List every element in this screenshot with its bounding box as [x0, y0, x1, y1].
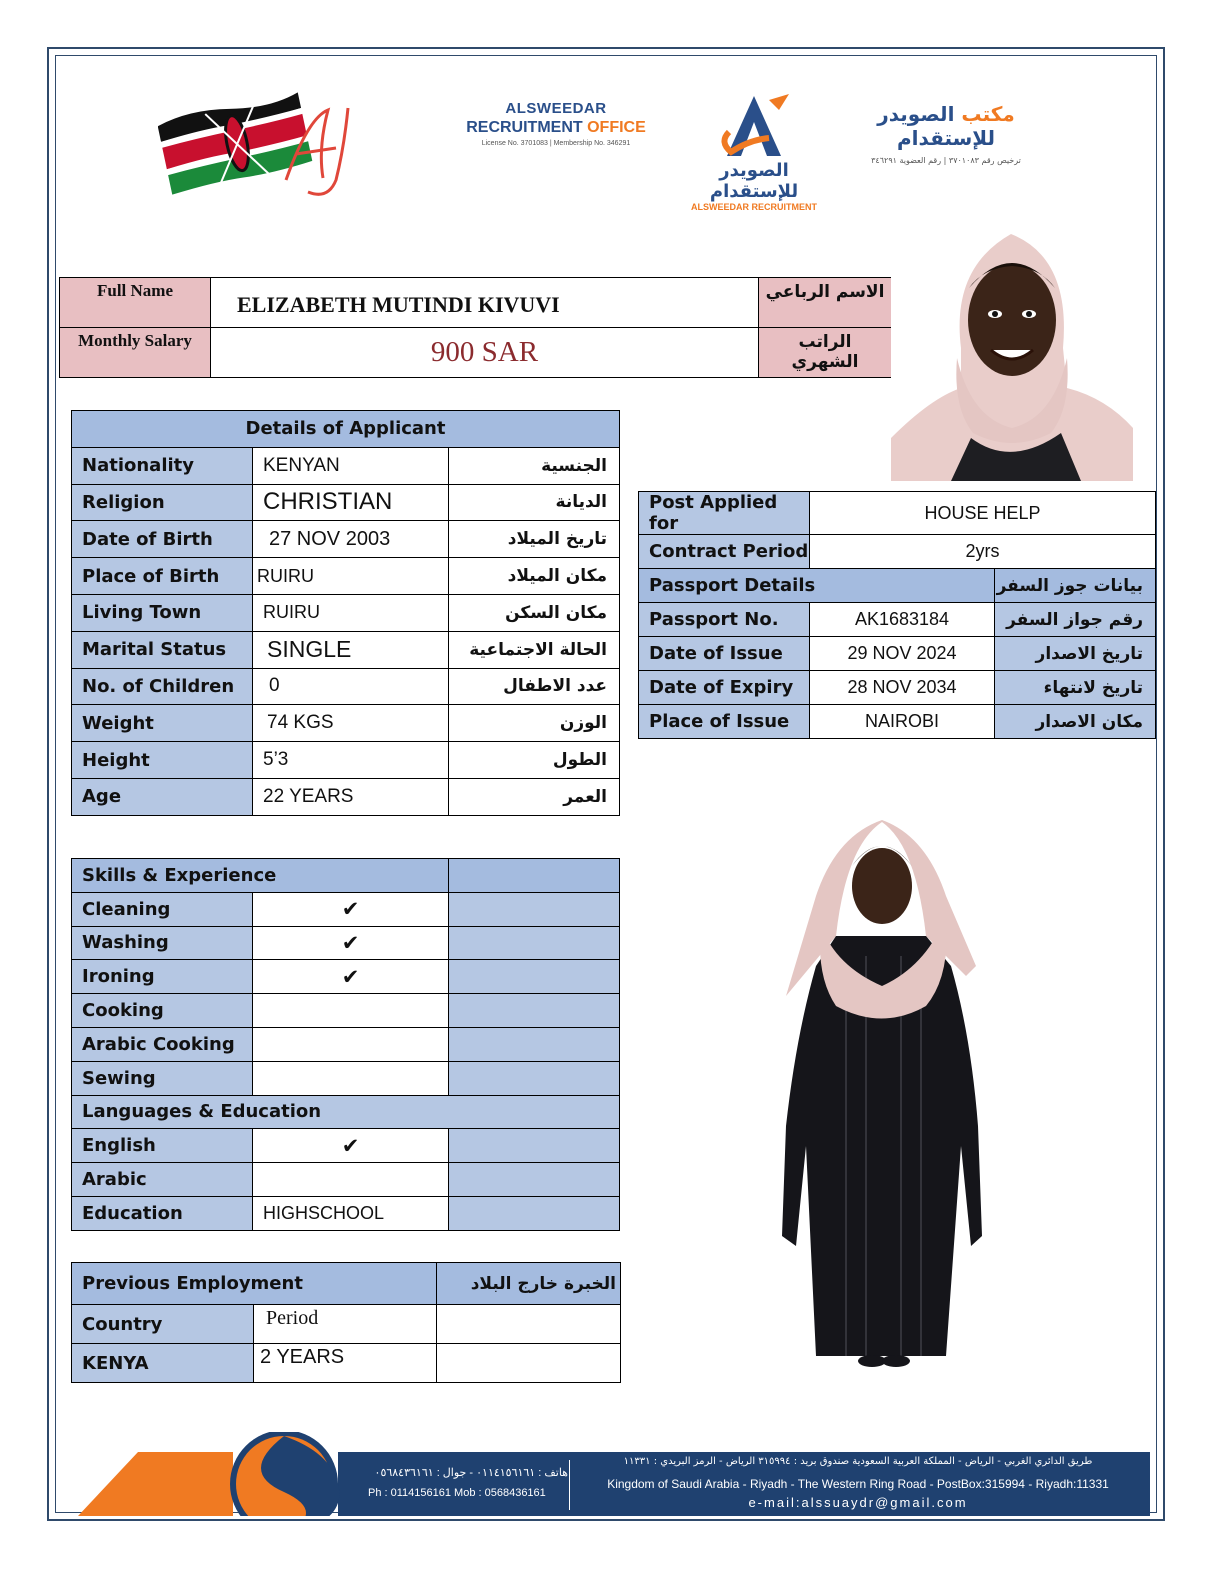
living-town-value: RUIRU — [253, 594, 449, 631]
previous-row — [72, 1344, 621, 1383]
passport-table — [638, 491, 1156, 739]
alsweedar-office-logo: ALSWEEDAR RECRUITMENT OFFICE License No. 3701083 | Membership No. 346291 — [466, 100, 646, 147]
footer-email[interactable]: e-mail:alssuaydr@gmail.com — [748, 1495, 968, 1510]
living-town-label-ar: مكان السكن — [449, 594, 620, 631]
skill-row — [72, 1061, 620, 1095]
post-value: HOUSE HELP — [810, 492, 1156, 535]
detail-row — [72, 742, 620, 779]
place-of-issue-label-ar: مكان الاصدار — [995, 705, 1156, 739]
country-value: KENYA — [72, 1344, 254, 1383]
footer-phone: Ph : 0114156161 Mob : 0568436161 — [368, 1487, 546, 1499]
living-town-label: Living Town — [72, 594, 253, 631]
check-icon: ✔ — [253, 892, 449, 926]
previous-col-row — [72, 1305, 621, 1344]
check-icon: ✔ — [253, 960, 449, 994]
country-label: Country — [72, 1305, 254, 1344]
passport-title: Passport Details — [639, 569, 995, 603]
education-label: Education — [72, 1196, 253, 1230]
english-label: English — [72, 1129, 253, 1163]
check-icon: ✔ — [253, 926, 449, 960]
skill-cooking-label: Cooking — [72, 994, 253, 1028]
period-value: 2 YEARS — [254, 1344, 437, 1383]
language-row — [72, 1129, 620, 1163]
footer-phone-ar: هاتف : ٠١١٤١٥٦١٦١ - جوال : ٠٥٦٨٤٣٦١٦١ — [374, 1467, 568, 1479]
religion-label: Religion — [72, 484, 253, 521]
applicant-headshot — [891, 228, 1133, 481]
details-title: Details of Applicant — [72, 411, 620, 448]
period-label: Period — [254, 1305, 437, 1344]
skill-cleaning-label: Cleaning — [72, 892, 253, 926]
previous-title-ar: الخبرة خارج البلاد — [437, 1263, 621, 1305]
religion-label-ar: الديانة — [449, 484, 620, 521]
kenya-flag-aj-logo — [158, 88, 368, 206]
children-label-ar: عدد الاطفال — [449, 668, 620, 705]
letter-a-icon — [709, 92, 799, 160]
details-table — [71, 410, 620, 816]
contract-value: 2yrs — [810, 535, 1156, 569]
skill-row — [72, 1027, 620, 1061]
previous-employment-table — [71, 1262, 621, 1383]
contract-label: Contract Period — [639, 535, 810, 569]
language-row — [72, 1163, 620, 1197]
salary-row — [60, 328, 892, 378]
age-label-ar: العمر — [449, 778, 620, 815]
marital-status-value: SINGLE — [253, 631, 449, 668]
passport-header — [639, 569, 1156, 603]
passport-row — [639, 637, 1156, 671]
full-name-label-ar: الاسم الرباعي — [759, 278, 892, 328]
skill-row — [72, 926, 620, 960]
weight-label: Weight — [72, 705, 253, 742]
weight-value: 74 KGS — [253, 705, 449, 742]
arabic-label: Arabic — [72, 1163, 253, 1197]
salary-label: Monthly Salary — [60, 328, 211, 378]
place-of-issue-label: Place of Issue — [639, 705, 810, 739]
place-of-birth-label: Place of Birth — [72, 558, 253, 595]
issue-date-label: Date of Issue — [639, 637, 810, 671]
nationality-value: KENYAN — [253, 447, 449, 484]
skills-table — [71, 858, 620, 1231]
identity-table — [59, 277, 892, 378]
dob-label: Date of Birth — [72, 521, 253, 558]
details-header — [72, 411, 620, 448]
passport-no-label: Passport No. — [639, 603, 810, 637]
skill-sewing-label: Sewing — [72, 1061, 253, 1095]
footer-logo-graphic — [58, 1432, 378, 1516]
full-name-value: ELIZABETH MUTINDI KIVUVI — [211, 278, 759, 328]
contract-row — [639, 535, 1156, 569]
detail-row — [72, 447, 620, 484]
height-label-ar: الطول — [449, 742, 620, 779]
applicant-full-photo — [776, 816, 990, 1368]
salary-label-ar: الراتب الشهري — [759, 328, 892, 378]
nationality-label: Nationality — [72, 447, 253, 484]
detail-row — [72, 631, 620, 668]
passport-no-label-ar: رقم جواز السفر — [995, 603, 1156, 637]
skill-arabic-cooking-label: Arabic Cooking — [72, 1027, 253, 1061]
education-value: HIGHSCHOOL — [253, 1196, 449, 1230]
passport-row — [639, 603, 1156, 637]
detail-row — [72, 558, 620, 595]
languages-title: Languages & Education — [72, 1095, 620, 1129]
issue-date-label-ar: تاريخ الاصدار — [995, 637, 1156, 671]
detail-row — [72, 778, 620, 815]
skill-ironing-label: Ironing — [72, 960, 253, 994]
nationality-label-ar: الجنسية — [449, 447, 620, 484]
post-row — [639, 492, 1156, 535]
skills-header — [72, 859, 620, 893]
place-of-birth-value: RUIRU — [253, 558, 449, 595]
place-of-issue-value: NAIROBI — [810, 705, 995, 739]
detail-row — [72, 484, 620, 521]
education-row — [72, 1196, 620, 1230]
skill-washing-label: Washing — [72, 926, 253, 960]
passport-no-value: AK1683184 — [810, 603, 995, 637]
skill-row — [72, 960, 620, 994]
dob-label-ar: تاريخ الميلاد — [449, 521, 620, 558]
expiry-date-label-ar: تاريخ لانتهاء — [995, 671, 1156, 705]
detail-row — [72, 705, 620, 742]
footer-address: Kingdom of Saudi Arabia - Riyadh - The Western Ring Road - PostBox:315994 - Riyadh:11331 — [607, 1477, 1109, 1491]
footer-address-ar: طريق الدائري الغربي - الرياض - المملكة العربية السعودية صندوق بريد : ٣١٥٩٩٤ الرياض - الرمز البريدي : ١١٣٣١ — [623, 1456, 1093, 1467]
weight-label-ar: الوزن — [449, 705, 620, 742]
previous-title: Previous Employment — [72, 1263, 437, 1305]
alsweedar-a-logo: الصويدر للإستقدام ALSWEEDAR RECRUITMENT — [684, 92, 824, 204]
marital-status-label: Marital Status — [72, 631, 253, 668]
languages-header — [72, 1095, 620, 1129]
height-value: 5’3 — [253, 742, 449, 779]
issue-date-value: 29 NOV 2024 — [810, 637, 995, 671]
detail-row — [72, 594, 620, 631]
children-value: 0 — [253, 668, 449, 705]
expiry-date-value: 28 NOV 2034 — [810, 671, 995, 705]
skill-row — [72, 892, 620, 926]
skill-row — [72, 994, 620, 1028]
arabic-office-logo: مكتب الصويدر للإستقدام ترخيص رقم ٣٧٠١٠٨٣ | رقم العضوية ٣٤٦٢٩١ — [871, 102, 1021, 165]
children-label: No. of Children — [72, 668, 253, 705]
full-name-label: Full Name — [60, 278, 211, 328]
post-label: Post Applied for — [639, 492, 810, 535]
height-label: Height — [72, 742, 253, 779]
full-name-row — [60, 278, 892, 328]
footer — [58, 1432, 1152, 1516]
age-label: Age — [72, 778, 253, 815]
religion-value: CHRISTIAN — [253, 484, 449, 521]
check-icon: ✔ — [253, 1129, 449, 1163]
age-value: 22 YEARS — [253, 778, 449, 815]
footer-separator — [569, 1460, 570, 1510]
detail-row — [72, 668, 620, 705]
dob-value: 27 NOV 2003 — [253, 521, 449, 558]
place-of-birth-label-ar: مكان الميلاد — [449, 558, 620, 595]
passport-title-ar: بيانات جوز السفر — [995, 569, 1156, 603]
previous-header — [72, 1263, 621, 1305]
expiry-date-label: Date of Expiry — [639, 671, 810, 705]
marital-status-label-ar: الحالة الاجتماعية — [449, 631, 620, 668]
salary-value: 900 SAR — [211, 328, 759, 378]
skills-title: Skills & Experience — [72, 859, 449, 893]
detail-row — [72, 521, 620, 558]
passport-row — [639, 705, 1156, 739]
passport-row — [639, 671, 1156, 705]
